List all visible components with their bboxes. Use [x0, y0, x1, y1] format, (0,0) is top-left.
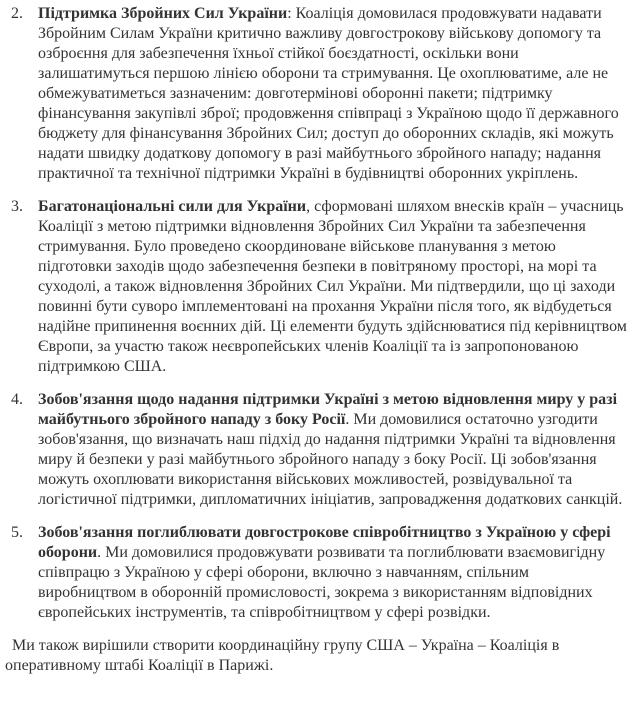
- list-item-body: : Коаліція домовилася продовжувати надавати Збройним Силам України критично важливу довгострокову військову допомогу та озброєння для забезпечення їхньої стійкої боєздатності, оскільки вони залишатимуться першою лінією оборони та стримування. Це охоплюватиме, але не обмежуватиметься зазначеним: довготермінові оборонні пакети; підтримку фінансування закупівлі зброї; продовження співпраці з Україною щодо її державного бюджету для фінансування Збройних Сил; доступ до оборонних складів, які можуть надати швидку додаткову допомогу в разі майбутнього збройного нападу; надання практичної та технічної підтримки Україні в будівництві оборонних укріплень.: [38, 5, 619, 182]
- list-item-body: , сформовані шляхом внесків країн – учасниць Коаліції з метою підтримки відновлення Збройних Сил України та забезпечення стримування. Було проведено скоординоване військове планування з метою підготовки заходів щодо забезпечення безпеки в повітряному просторі, на морі та суходолі, а також відновлення Збройних Сил України. Ми підтвердили, що ці заходи повинні бути суворо імплементовані на прохання України після того, як відбудеться надійне припинення воєнних дій. Ці елементи будуть здійснюватися під керівництвом Європи, за участю також неєвропейських членів Коаліції та із запропонованою підтримкою США.: [38, 198, 627, 375]
- list-item-lead: Зобов'язання щодо надання підтримки Україні з метою відновлення миру у разі майбутнього збройного нападу з боку Росії: [38, 391, 618, 428]
- numbered-list: [0, 4, 633, 623]
- list-item-text: [38, 197, 633, 377]
- list-item-number: 3.: [11, 198, 23, 215]
- list-item-3: [0, 197, 633, 377]
- list-item-body: . Ми домовилися остаточно узгодити зобов'язання, що визначать наш підхід до надання підтримки Україні та відновлення миру й безпеки у разі майбутнього збройного нападу з боку Росії. Ці зобов'язання можуть охоплювати використання військових можливостей, розвідувальної та логістичної підтримки, дипломатичних ініціатив, запровадження додаткових санкцій.: [38, 411, 623, 508]
- list-item-2: [0, 4, 633, 184]
- list-item-lead: Підтримка Збройних Сил України: [38, 5, 288, 22]
- list-item-text: [38, 523, 633, 623]
- list-item-4: [0, 390, 633, 510]
- list-item-body: . Ми домовилися продовжувати розвивати та поглиблювати взаємовигідну співпрацю з Україною у сфері оборони, включно з навчанням, спільним виробництвом в оборонній промисловості, зокрема з використанням відповідних європейських інструментів, та співробітництвом у сфері розвідки.: [38, 544, 606, 621]
- list-item-5: [0, 523, 633, 623]
- list-item-text: [38, 390, 633, 510]
- list-item-number: 2.: [11, 5, 23, 22]
- closing-paragraph: Ми також вирішили створити координаційну групу США – Україна – Коаліція в оперативному штабі Коаліції в Парижі.: [5, 637, 560, 674]
- list-item-number: 4.: [11, 391, 23, 408]
- list-item-number: 5.: [11, 524, 23, 541]
- list-item-lead: Багатонаціональні сили для України: [38, 198, 307, 215]
- list-item-text: [38, 4, 633, 184]
- list-item-lead: Зобов'язання поглиблювати довгострокове співробітництво з Україною у сфері оборони: [38, 524, 611, 561]
